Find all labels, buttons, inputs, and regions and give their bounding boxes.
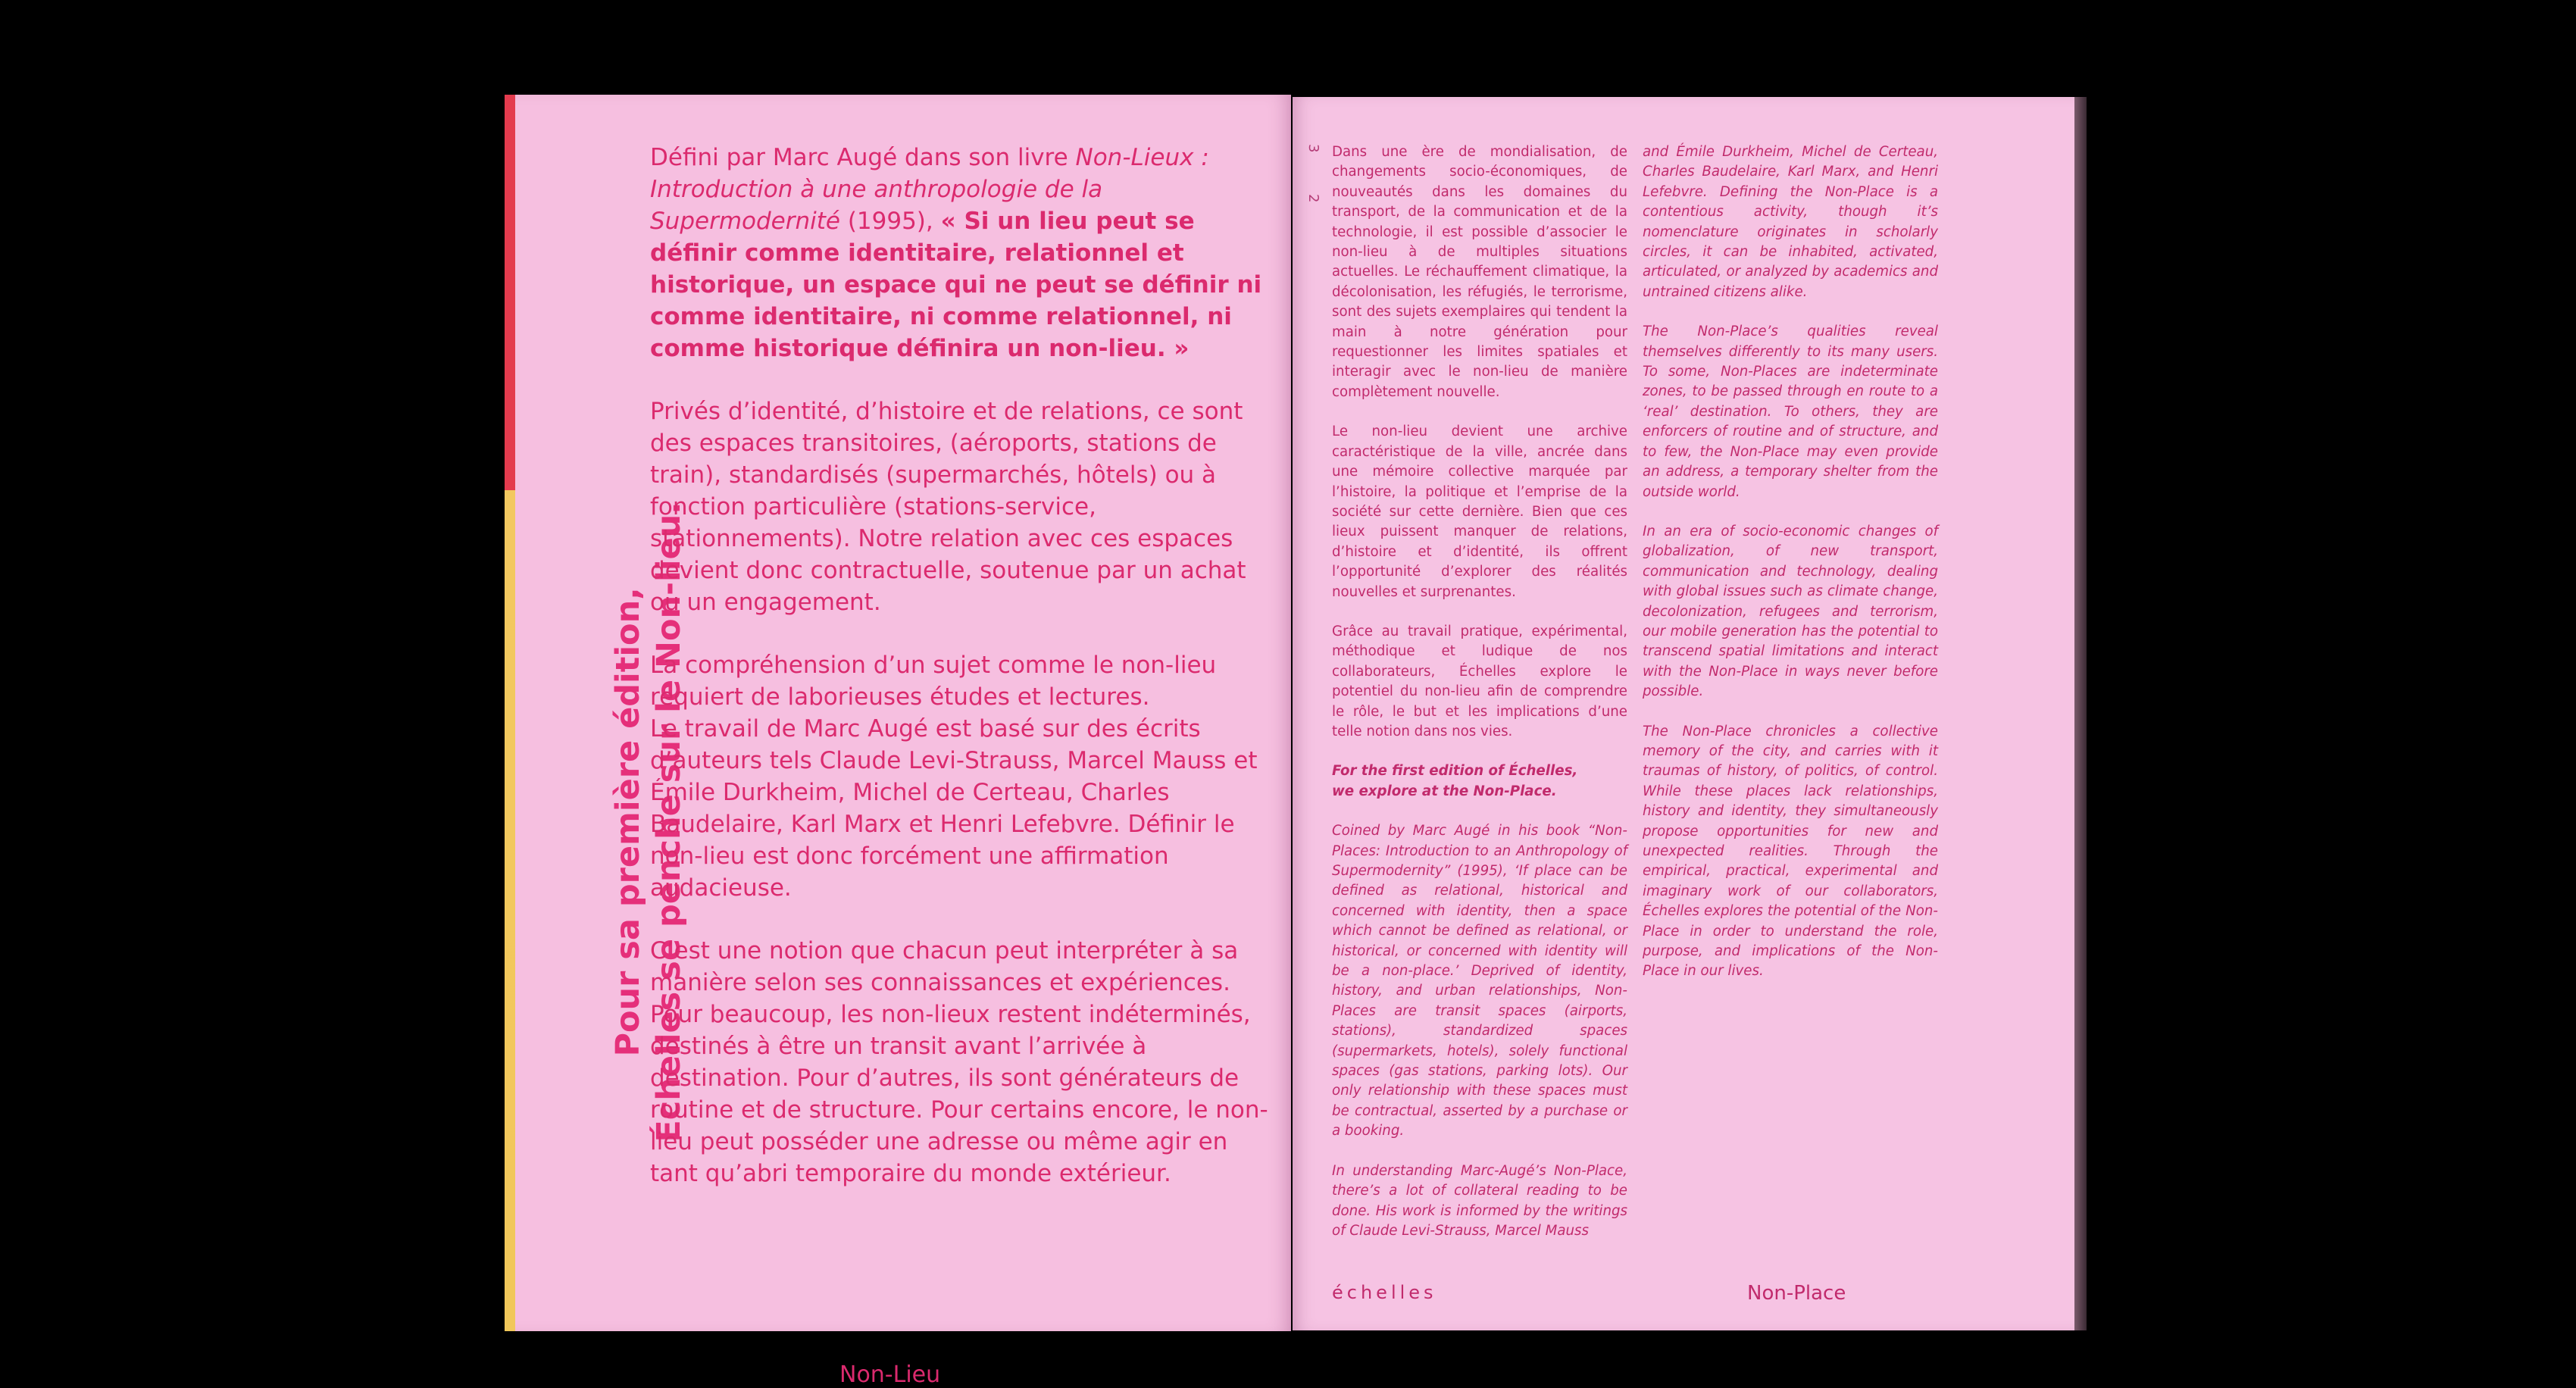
right-column-2 bbox=[1643, 142, 1938, 1002]
paragraph-3a: La compréhension d’un sujet comme le non-lieu requiert de laborieuses études et lectures. bbox=[650, 652, 1217, 711]
left-folio: Non-Lieu bbox=[839, 1361, 941, 1388]
intro-text: Défini par Marc Augé dans son livre bbox=[650, 144, 1076, 171]
page-number-2: 2 bbox=[1305, 194, 1321, 203]
auge-quote: « Si un lieu peut se définir comme identitaire, relationnel et historique, un espace qui ne peut se définir ni comme identitaire, ni comme relationnel, ni comme historique définira un non-lieu. » bbox=[650, 208, 1262, 362]
english-heading bbox=[1332, 761, 1627, 802]
paragraph-2: Privés d’identité, d’histoire et de relations, ce sont des espaces transitoires, (aéroports, stations de train), standardisés (supermarchés, hôtels) ou à fonction particulière (stations-service, stationnements). Notre relation avec ces espaces devient donc contractuelle, soutenue par un achat ou un engagement. bbox=[650, 398, 1246, 616]
right-folio: Non-Place bbox=[1747, 1282, 1846, 1305]
paragraph-3b: Le travail de Marc Augé est basé sur des écrits d’auteurs tels Claude Levi-Strauss, Marcel Mauss et Émile Durkheim, Michel de Certeau, Charles Baudelaire, Karl Marx et Henri Lefebvre. Définir le non-lieu est donc forcément une affirmation audacieuse. bbox=[650, 715, 1258, 902]
english-heading-line-1: For the first edition of Échelles, bbox=[1332, 763, 1578, 780]
echelles-logo: échelles bbox=[1332, 1282, 1437, 1303]
col2-paragraph-1: and Émile Durkheim, Michel de Certeau, Charles Baudelaire, Karl Marx, and Henri Lefebvre. Defining the Non-Place is a contentious activity, though it’s nomenclature originates in scholarly circles, it can be inhabited, activated, articulated, or analyzed by academics and untrained citizens alike. bbox=[1643, 144, 1938, 300]
paragraph-3 bbox=[650, 649, 1273, 904]
intro-paragraph bbox=[650, 142, 1273, 364]
col1-paragraph-5: In understanding Marc-Augé’s Non-Place, there’s a lot of collateral reading to be done. His work is informed by the writings of Claude Levi-Strauss, Marcel Mauss bbox=[1332, 1162, 1627, 1239]
vertical-title-line-1: Pour sa première édition, bbox=[609, 587, 647, 1057]
english-heading-line-2: we explore at the Non-Place. bbox=[1332, 783, 1557, 799]
left-page bbox=[505, 95, 1291, 1388]
page-stack-edge bbox=[2074, 97, 2087, 1330]
color-edge-strip bbox=[505, 95, 515, 1331]
page-numbers bbox=[1302, 144, 1324, 249]
paragraph-4: C’est une notion que chacun peut interpréter à sa manière selon ses connaissances et expériences. Pour beaucoup, les non-lieux restent indéterminés, destinés à être un transit avant l’arrivée à destination. Pour d’autres, ils sont générateurs de routine et de structure. Pour certains encore, le non-lieu peut posséder une adresse ou même agir en tant qu’abri temporaire du monde extérieur. bbox=[650, 937, 1268, 1187]
col2-paragraph-2: The Non-Place’s qualities reveal themselves differently to its many users. To some, Non-Places are indeterminate zones, to be passed through en route to a ‘real’ destination. To others, they are enforcers of routine and of structure, and to few, the Non-Place may even provide an address, a temporary shelter from the outside world. bbox=[1643, 324, 1938, 500]
left-body-text bbox=[650, 142, 1273, 1221]
col2-paragraph-4: The Non-Place chronicles a collective memory of the city, and carries with it traumas of history, of politics, of control. While these places lack relationships, history and identity, they simultaneously propose opportunities for new and unexpected realities. Through the empirical, practical, experimental and imaginary work of our collaborators, Échelles explores the potential of the Non-Place in order to understand the role, purpose, and implications of the Non-Place in our lives. bbox=[1643, 723, 1938, 980]
right-column-1 bbox=[1332, 142, 1627, 1261]
page-number-3: 3 bbox=[1305, 144, 1321, 153]
col1-paragraph-4: Coined by Marc Augé in his book “Non-Places: Introduction to an Anthropology of Supermodernity” (1995), ‘If place can be defined as relational, historical and concerned with identity, then a space which cannot be defined as relational, or historical, or concerned with identity will be a non-place.’ Deprived of identity, history, and urban relationships, Non-Places are transit spaces (airports, stations), standardized spaces (supermarkets, hotels), solely functional spaces (gas stations, parking lots). Our only relationship with these spaces must be contractual, asserted by a purchase or a booking. bbox=[1332, 823, 1627, 1139]
vertical-title-line-2: Échelles se penche sur le Non-lieu. bbox=[650, 502, 688, 1143]
col1-paragraph-1: Dans une ère de mondialisation, de changements socio-économiques, de nouveautés dans les domaines du transport, de la communication et de la technologie, il est possible d’associer le non-lieu à de multiples situations actuelles. Le réchauffement climatique, la décolonisation, les réfugiés, le terrorisme, sont des sujets exemplaires qui tendent la main à notre génération pour requestionner les limites spatiales et interagir avec le non-lieu de manière complètement nouvelle. bbox=[1332, 144, 1627, 400]
book-title: Non-Lieux : Introduction à une anthropologie de la Supermodernité bbox=[650, 144, 1209, 235]
col2-paragraph-3: In an era of socio-economic changes of globalization, of new transport, communication and technology, dealing with global issues such as climate change, decolonization, refugees and terrorism, our mobile generation has the potential to transcend spatial limitations and interact with the Non-Place in ways never before possible. bbox=[1643, 523, 1938, 700]
col1-paragraph-2: Le non-lieu devient une archive caractéristique de la ville, ancrée dans une mémoire collective marquée par l’histoire, la politique et l’emprise de la société sur cette dernière. Bien que ces lieux puissent manquer de relations, d’histoire et d’identité, ils offrent l’opportunité d’explorer des réalités nouvelles et surprenantes. bbox=[1332, 424, 1627, 600]
book-year: (1995), bbox=[839, 208, 941, 235]
col1-paragraph-3: Grâce au travail pratique, expérimental, méthodique et ludique de nos collaborateurs, Échelles explore le potentiel du non-lieu afin de comprendre le rôle, le but et les implications d’une telle notion dans nos vies. bbox=[1332, 623, 1627, 739]
